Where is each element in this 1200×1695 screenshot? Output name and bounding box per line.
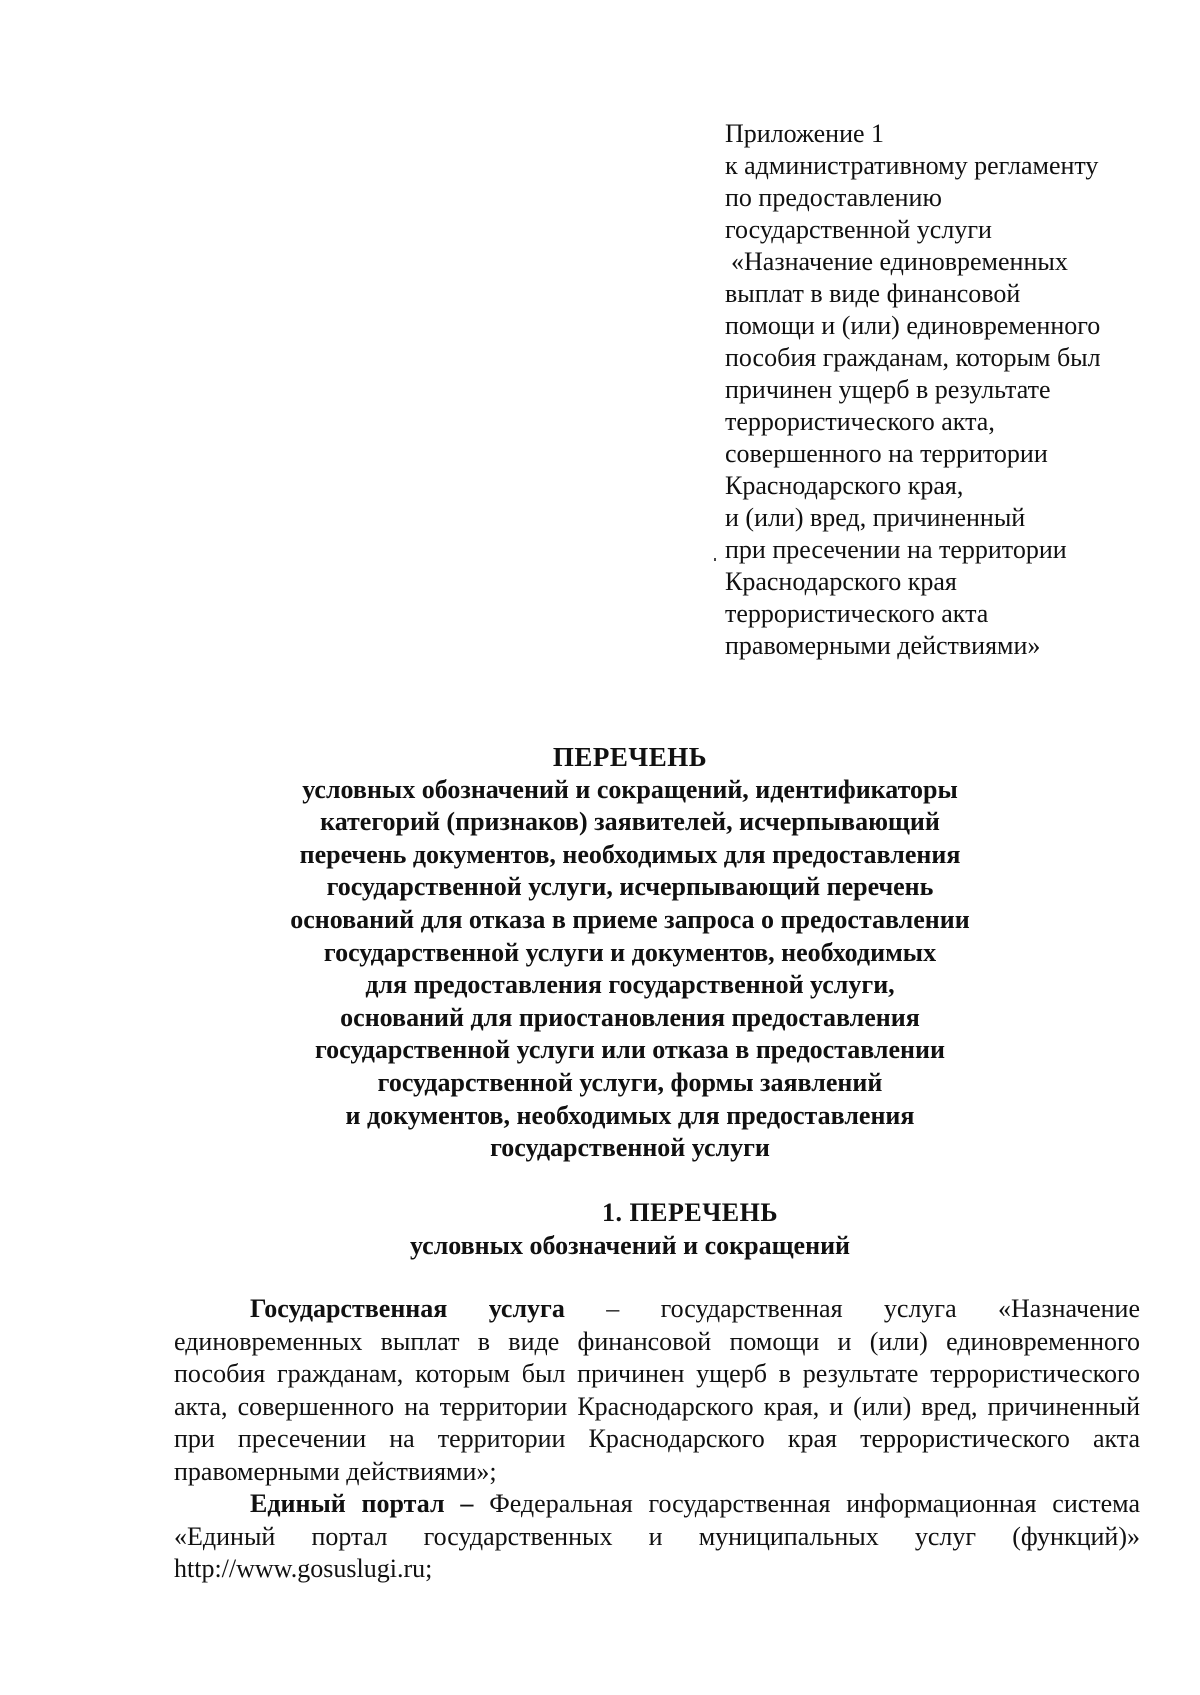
section-subtitle: условных обозначений и сокращений <box>409 1231 851 1260</box>
definition-paragraph <box>174 1488 1140 1586</box>
appendix-line: Краснодарского края, <box>725 471 964 500</box>
document-title <box>230 741 1030 1165</box>
appendix-line: террористического акта, <box>725 407 995 436</box>
appendix-line: террористического акта <box>725 599 989 628</box>
appendix-line: при пресечении на территории <box>725 535 1067 564</box>
definition-paragraph <box>174 1293 1140 1488</box>
appendix-line: государственной услуги <box>725 215 992 244</box>
appendix-line: правомерными действиями» <box>725 631 1041 660</box>
definition-text: – государственная услуга «Назначение единовременных выплат в виде финансовой помощи и (или) единовременного пособия гражданам, которым был причинен ущерб в результате террористического акта, совершенного на территории Краснодарского края, и (или) вред, причиненный при пресечении на территории Краснодарского края террористического акта правомерными действиями»; <box>174 1294 1141 1486</box>
appendix-line: выплат в виде финансовой <box>725 279 1021 308</box>
title-line: оснований для приостановления предоставления <box>340 1002 920 1032</box>
appendix-line: помощи и (или) единовременного <box>725 311 1101 340</box>
definitions-body <box>174 1293 1140 1586</box>
title-line: и документов, необходимых для предоставления <box>345 1100 915 1130</box>
title-line: государственной услуги и документов, необходимых <box>323 937 937 967</box>
appendix-line: по предоставлению <box>725 183 942 212</box>
appendix-line: причинен ущерб в результате <box>725 375 1051 404</box>
title-line: категорий (признаков) заявителей, исчерпывающий <box>320 807 940 837</box>
definition-term: Единый портал – <box>250 1489 474 1518</box>
title-line: государственной услуги <box>490 1133 770 1163</box>
appendix-line: Приложение 1 <box>725 119 885 148</box>
definition-term: Государственная услуга <box>250 1294 565 1323</box>
definition-text: Федеральная государственная информационная система «Единый портал государственных и муниципальных услуг (функций)» http://www.gosuslugi.ru; <box>174 1489 1140 1583</box>
title-line: государственной услуги, исчерпывающий перечень <box>326 872 934 902</box>
title-main: ПЕРЕЧЕНЬ <box>552 742 708 772</box>
title-line: для предоставления государственной услуги, <box>365 970 895 1000</box>
appendix-line: Краснодарского края <box>725 567 957 596</box>
title-line: государственной услуги, формы заявлений <box>377 1067 883 1097</box>
appendix-line: «Назначение единовременных <box>731 247 1068 276</box>
appendix-line: совершенного на территории <box>725 439 1048 468</box>
title-line: оснований для отказа в приеме запроса о предоставлении <box>290 904 970 934</box>
title-line: перечень документов, необходимых для предоставления <box>299 839 961 869</box>
appendix-line: пособия гражданам, которым был <box>725 343 1101 372</box>
section-title: 1. ПЕРЕЧЕНЬ <box>601 1198 779 1227</box>
appendix-note <box>725 118 1145 662</box>
appendix-line: и (или) вред, причиненный <box>725 503 1026 532</box>
appendix-line: к административному регламенту <box>725 151 1099 180</box>
section-heading <box>230 1196 1030 1262</box>
title-line: государственной услуги или отказа в предоставлении <box>314 1035 946 1065</box>
scan-speck <box>714 558 716 561</box>
title-line: условных обозначений и сокращений, идентификаторы <box>302 774 958 804</box>
